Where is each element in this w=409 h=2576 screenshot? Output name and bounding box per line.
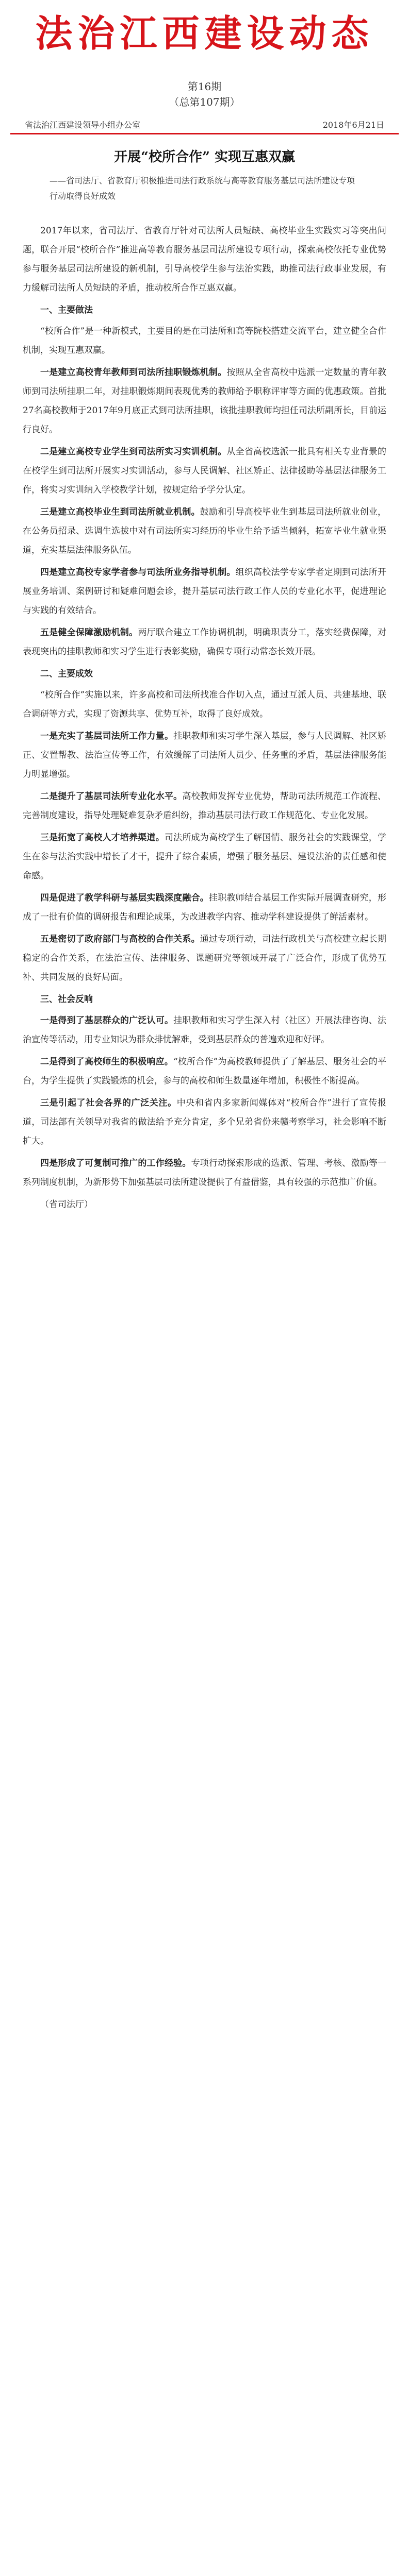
- paragraph: [23, 623, 386, 662]
- paragraph-text: 专项行动探索形成的选派、管理、考核、激励等一系列制度机制，为新形势下加强基层司法所建设提供了有益借鉴，具有较强的示范推广价值。: [23, 1158, 387, 1188]
- section-heading: 一、主要做法: [40, 305, 93, 315]
- paragraph-lead: 五是密切了政府部门与高校的合作关系。: [40, 934, 200, 944]
- paragraph-text: 挂职教师和实习学生深入村（社区）开展法律咨询、法治宣传等活动，用专业知识为群众排忧解难，受到基层群众的普遍欢迎和好评。: [23, 1015, 387, 1045]
- paragraph-text: 组织高校法学专家学者定期到司法所开展业务培训、案例研讨和疑难问题会诊，提升基层司法行政工作人员的专业化水平，促进理论与实践的有效结合。: [23, 567, 387, 616]
- section-heading: 三、社会反响: [40, 994, 93, 1005]
- paragraph-lead: 四是促进了教学科研与基层实践深度融合。: [40, 893, 209, 903]
- paragraph: “校所合作”是一种新模式，主要目的是在司法所和高等院校搭建交流平台，建立健全合作机制，实现互惠双赢。: [23, 326, 386, 355]
- paragraph: [23, 1011, 386, 1049]
- paragraph: [23, 503, 386, 560]
- section-heading: 二、主要成效: [40, 669, 93, 679]
- paragraph: [23, 1053, 386, 1091]
- paragraph: [23, 1094, 386, 1151]
- paragraph: “校所合作”实施以来，许多高校和司法所找准合作切入点，通过互派人员、共建基地、联合调研等方式，实现了资源共享、优势互补，取得了良好成效。: [23, 690, 386, 719]
- paragraph: [23, 787, 386, 825]
- paragraph: [23, 443, 386, 500]
- paragraph-text: 鼓励和引导高校毕业生到基层司法所就业创业，在公务员招录、选调生选拔中对有司法所实习经历的毕业生给予适当倾斜，拓宽毕业生就业渠道，充实基层法律服务队伍。: [23, 507, 387, 555]
- paragraph: [23, 1154, 386, 1192]
- paragraph-lead: 三是拓宽了高校人才培养渠道。: [40, 833, 165, 843]
- paragraph-lead: 四是形成了可复制可推广的工作经验。: [40, 1158, 191, 1168]
- paragraph-lead: 三是引起了社会各界的广泛关注。: [40, 1098, 177, 1108]
- paragraph-text: 挂职教师和实习学生深入基层，参与人民调解、社区矫正、安置帮教、法治宣传等工作，有效缓解了司法所人员少、任务重的矛盾，基层法律服务能力明显增强。: [23, 731, 387, 779]
- paragraph-lead: 二是得到了高校师生的积极响应。: [40, 1057, 173, 1067]
- paragraph-text: 挂职教师结合基层工作实际开展调查研究，形成了一批有价值的调研报告和理论成果，为改进教学内容、推动学科建设提供了鲜活素材。: [23, 893, 386, 922]
- paragraph: [23, 563, 386, 620]
- paragraph: [23, 363, 386, 439]
- article-subtitle: ——省司法厅、省教育厅积极推进司法行政系统与高等教育服务基层司法所建设专项行动取得良好成效: [50, 176, 355, 201]
- source-signature: （省司法厅）: [40, 1199, 93, 1210]
- paragraph-lead: 一是充实了基层司法所工作力量。: [40, 731, 174, 741]
- paragraph-text: 按照从全省高校中选派一定数量的青年教师到司法所挂职二年，对挂职锻炼期间表现优秀的教师给予职称评审等方面的优惠政策。首批27名高校教师于2017年9月底正式到司法所挂职，该批挂职教师均担任司法所副所长，目前运行良好。: [23, 367, 386, 435]
- intro-paragraph: 2017年以来，省司法厅、省教育厅针对司法所人员短缺、高校毕业生实践实习等突出问题，联合开展“校所合作”推进高等教育服务基层司法所建设专项行动，探索高校依托专业优势参与服务基层司法所建设的新机制，引导高校学生参与法治实践，助推司法行政事业发展，有力缓解司法所人员短缺的矛盾，推动校所合作互惠双赢。: [23, 226, 386, 293]
- paragraph-text: 通过专项行动，司法行政机关与高校建立起长期稳定的合作关系，在法治宣传、法律服务、课题研究等领域开展了广泛合作，形成了优势互补、共同发展的良好局面。: [23, 934, 387, 982]
- paragraph-text: 中央和省内多家新闻媒体对“校所合作”进行了宣传报道，司法部有关领导对我省的做法给予充分肯定，多个兄弟省份来赣考察学习，社会影响不断扩大。: [23, 1098, 386, 1146]
- paragraph-text: “校所合作”为高校教师提供了了解基层、服务社会的平台，为学生提供了实践锻炼的机会，参与的高校和师生数量逐年增加，积极性不断提高。: [23, 1057, 387, 1086]
- paragraph-lead: 三是建立高校毕业生到司法所就业机制。: [40, 507, 200, 517]
- paragraph-lead: 一是得到了基层群众的广泛认可。: [40, 1015, 174, 1026]
- issue-total: （总第107期）: [169, 96, 240, 108]
- paragraph-lead: 五是健全保障激励机制。: [40, 628, 138, 638]
- header-divider: [10, 133, 399, 134]
- issuing-office: 省法治江西建设领导小组办公室: [25, 120, 141, 130]
- paragraph-lead: 二是建立高校专业学生到司法所实习实训机制。: [40, 447, 227, 457]
- paragraph: [23, 727, 386, 784]
- paragraph-text: 两厅联合建立工作协调机制，明确职责分工，落实经费保障，对表现突出的挂职教师和实习学生进行表彰奖励，确保专项行动常态长效开展。: [23, 628, 387, 657]
- article-title: 开展“校所合作” 实现互惠双赢: [114, 149, 295, 165]
- paragraph: [23, 889, 386, 927]
- article-body: [23, 222, 386, 1217]
- paragraph-text: 司法所成为高校学生了解国情、服务社会的实践课堂，学生在参与法治实践中增长了才干，提升了综合素质，增强了服务基层、建设法治的责任感和使命感。: [23, 833, 387, 881]
- issue-number: 第16期: [187, 80, 222, 93]
- paragraph-lead: 一是建立高校青年教师到司法所挂职锻炼机制。: [40, 367, 227, 378]
- paragraph-lead: 四是建立高校专家学者参与司法所业务指导机制。: [40, 567, 236, 578]
- paragraph: [23, 828, 386, 886]
- issue-date: 2018年6月21日: [322, 120, 384, 130]
- paragraph-text: 从全省高校选派一批具有相关专业背景的在校学生到司法所开展实习实训活动，参与人民调解、社区矫正、法律援助等基层法律服务工作，将实习实训纳入学校教学计划，按规定给予学分认定。: [23, 447, 386, 495]
- paragraph: [23, 930, 386, 987]
- paragraph-text: 高校教师发挥专业优势，帮助司法所规范工作流程、完善制度建设，指导处理疑难复杂矛盾纠纷，推动基层司法行政工作规范化、专业化发展。: [23, 791, 387, 821]
- paragraph-lead: 二是提升了基层司法所专业化水平。: [40, 791, 183, 802]
- masthead: 法治江西建设动态: [35, 12, 374, 55]
